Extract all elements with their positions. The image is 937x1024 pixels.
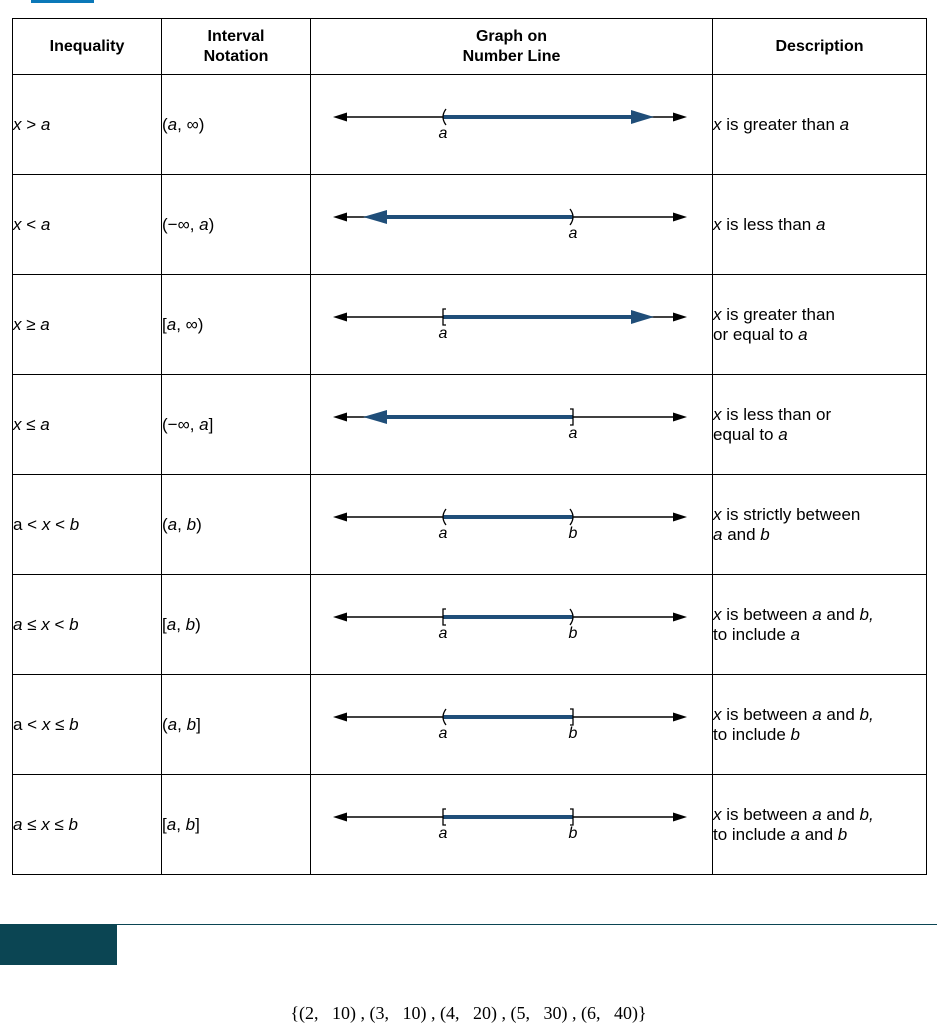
description-line	[713, 425, 926, 445]
math-token: >	[21, 114, 41, 134]
math-token: ≤	[21, 414, 41, 434]
description-line	[713, 505, 926, 525]
math-token: ,	[176, 814, 186, 834]
math-token: b	[760, 524, 770, 544]
number-line-graph	[331, 303, 691, 347]
inequality-cell	[13, 475, 162, 575]
math-token: a	[166, 614, 177, 634]
math-token: ,	[177, 714, 187, 734]
math-token: b	[186, 714, 197, 734]
number-line-label: a	[438, 325, 448, 342]
math-token: ≤	[49, 814, 69, 834]
math-token: b	[185, 814, 196, 834]
math-token: x	[13, 214, 22, 234]
math-token: , ∞)	[176, 314, 204, 334]
math-token: a	[40, 414, 50, 434]
header-interval-line-1: Interval	[207, 27, 265, 45]
inequality-table	[12, 18, 927, 875]
axis-left-arrow	[333, 813, 347, 822]
math-token: ≥	[21, 314, 41, 334]
axis-right-arrow	[673, 713, 687, 722]
example-section-rule	[117, 924, 937, 925]
header-description: Description	[713, 19, 927, 75]
math-token: a	[167, 514, 178, 534]
number-line-graph	[331, 203, 691, 247]
number-line-label: a	[438, 625, 448, 642]
math-token: <	[49, 614, 70, 634]
math-token: ≤	[50, 714, 70, 734]
math-token: [	[162, 614, 167, 634]
axis-right-arrow	[673, 213, 687, 222]
math-token: b,	[859, 604, 874, 624]
axis-left-arrow	[333, 313, 347, 322]
math-token: a	[812, 804, 822, 824]
ray-arrowhead	[363, 410, 387, 424]
math-token: a	[167, 714, 178, 734]
math-token: <	[50, 514, 70, 534]
math-token: <	[21, 214, 41, 234]
header-interval-notation	[162, 19, 311, 75]
math-token: b	[185, 614, 196, 634]
math-token: a	[199, 414, 209, 434]
math-token: a <	[13, 714, 42, 734]
math-token: to include	[713, 724, 791, 744]
number-line-label: b	[568, 525, 578, 542]
number-line-label: a	[568, 425, 578, 442]
math-token: a	[790, 624, 800, 644]
math-token: (	[162, 514, 168, 534]
description-cell	[713, 175, 927, 275]
table-row	[13, 75, 927, 175]
math-token: x	[713, 704, 722, 724]
math-token: x	[713, 214, 722, 234]
math-token: x	[13, 314, 22, 334]
math-token: , ∞)	[177, 114, 205, 134]
number-line-cell	[311, 75, 713, 175]
math-token: x	[713, 804, 722, 824]
math-token: x	[41, 714, 51, 734]
axis-right-arrow	[673, 513, 687, 522]
description-line	[713, 625, 926, 645]
axis-right-arrow	[673, 413, 687, 422]
math-token: a	[816, 214, 826, 234]
number-line-graph	[331, 703, 691, 747]
table-row	[13, 775, 927, 875]
number-line-cell	[311, 675, 713, 775]
math-token: a	[798, 324, 808, 344]
interval-notation-cell	[162, 75, 311, 175]
math-token: x	[713, 114, 722, 134]
math-token: b,	[859, 704, 874, 724]
interval-notation-cell	[162, 775, 311, 875]
axis-right-arrow	[673, 113, 687, 122]
math-token: a	[778, 424, 788, 444]
math-token: to include	[713, 824, 791, 844]
math-token: a	[713, 524, 723, 544]
axis-right-arrow	[673, 313, 687, 322]
math-token: a	[166, 314, 177, 334]
number-line-label: a	[438, 725, 448, 742]
math-token: (−∞,	[162, 414, 200, 434]
math-token: [	[162, 814, 167, 834]
axis-right-arrow	[673, 613, 687, 622]
inequality-cell	[13, 675, 162, 775]
math-token: ,	[177, 514, 187, 534]
axis-left-arrow	[333, 113, 347, 122]
math-token: is between	[721, 704, 813, 724]
table-row	[13, 675, 927, 775]
description-line	[713, 825, 926, 845]
math-token: b,	[859, 804, 874, 824]
header-graph	[311, 19, 713, 75]
math-token: is less than or	[721, 404, 832, 424]
interval-notation-cell	[162, 475, 311, 575]
table-row	[13, 375, 927, 475]
ray-arrowhead	[631, 110, 654, 124]
inequality-cell	[13, 775, 162, 875]
math-token: and	[799, 824, 838, 844]
math-token: (−∞,	[162, 214, 200, 234]
math-token: b	[69, 514, 80, 534]
math-token: a	[790, 824, 800, 844]
math-token: b	[69, 614, 79, 634]
header-inequality: Inequality	[13, 19, 162, 75]
description-line	[713, 805, 926, 825]
number-line-cell	[311, 475, 713, 575]
math-token: a	[40, 314, 50, 334]
description-line	[713, 115, 926, 135]
description-cell	[713, 275, 927, 375]
number-line-cell	[311, 575, 713, 675]
number-line-label: b	[568, 625, 578, 642]
math-token: b	[837, 824, 848, 844]
axis-left-arrow	[333, 513, 347, 522]
math-token: b	[790, 724, 800, 744]
description-cell	[713, 775, 927, 875]
math-token: and	[722, 524, 761, 544]
math-token: x	[41, 514, 51, 534]
axis-right-arrow	[673, 813, 687, 822]
math-token: is greater than	[721, 304, 835, 324]
description-cell	[713, 575, 927, 675]
math-token: b	[68, 814, 78, 834]
math-token: x	[713, 504, 722, 524]
inequality-cell	[13, 275, 162, 375]
ray-arrowhead	[631, 310, 654, 324]
math-token: ≤	[22, 814, 42, 834]
math-token: ]	[195, 814, 200, 834]
header-graph-line-1: Graph on	[475, 27, 548, 45]
math-token: a	[40, 114, 51, 134]
inequality-cell	[13, 375, 162, 475]
number-line-cell	[311, 175, 713, 275]
math-token: a	[40, 214, 51, 234]
math-token: is less than	[721, 214, 816, 234]
number-line-label: a	[438, 125, 448, 142]
axis-left-arrow	[333, 213, 347, 222]
math-token: [	[162, 314, 167, 334]
math-token: is between	[721, 804, 813, 824]
interval-notation-cell	[162, 175, 311, 275]
math-token: is strictly between	[721, 504, 861, 524]
number-line-label: a	[568, 225, 578, 242]
number-line-graph	[331, 403, 691, 447]
inequality-cell	[13, 575, 162, 675]
math-token: a	[13, 614, 23, 634]
math-token: x	[41, 614, 50, 634]
math-token: a <	[13, 514, 42, 534]
table-row	[13, 175, 927, 275]
number-line-graph	[331, 103, 691, 147]
description-cell	[713, 75, 927, 175]
math-token: x	[713, 604, 722, 624]
description-line	[713, 525, 926, 545]
axis-left-arrow	[333, 413, 347, 422]
math-token: x	[41, 814, 50, 834]
table-row	[13, 275, 927, 375]
math-token: )	[195, 614, 201, 634]
math-token: ]	[196, 714, 201, 734]
math-token: (	[162, 714, 168, 734]
math-token: x	[713, 404, 722, 424]
math-token: a	[199, 214, 209, 234]
math-token: )	[196, 514, 202, 534]
math-token: a	[839, 114, 850, 134]
header-interval-line-2: Notation	[203, 47, 269, 65]
description-line	[713, 405, 926, 425]
math-token: is greater than	[721, 114, 840, 134]
math-token: a	[812, 704, 822, 724]
math-token: x	[13, 414, 22, 434]
number-line-cell	[311, 775, 713, 875]
table-header-row	[13, 19, 927, 75]
math-token: a	[13, 814, 23, 834]
table-row	[13, 475, 927, 575]
interval-notation-cell	[162, 275, 311, 375]
description-line	[713, 605, 926, 625]
math-token: b	[69, 714, 79, 734]
number-line-cell	[311, 275, 713, 375]
number-line-cell	[311, 375, 713, 475]
number-line-graph	[331, 803, 691, 847]
header-graph-line-2: Number Line	[462, 47, 561, 65]
math-token: x	[713, 304, 722, 324]
number-line-graph	[331, 503, 691, 547]
number-line-graph	[331, 603, 691, 647]
description-cell	[713, 675, 927, 775]
math-token: or equal to	[713, 324, 799, 344]
axis-left-arrow	[333, 713, 347, 722]
interval-notation-cell	[162, 675, 311, 775]
math-token: to include	[713, 624, 791, 644]
example-section-tab	[0, 924, 117, 965]
math-token: ≤	[22, 614, 42, 634]
math-token: b	[186, 514, 197, 534]
description-cell	[713, 375, 927, 475]
number-line-label: b	[568, 725, 578, 742]
math-token: is between	[721, 604, 813, 624]
axis-left-arrow	[333, 613, 347, 622]
math-token: a	[812, 604, 822, 624]
math-token: x	[13, 114, 22, 134]
description-line	[713, 215, 926, 235]
math-token: and	[821, 704, 860, 724]
description-line	[713, 325, 926, 345]
inequality-cell	[13, 75, 162, 175]
description-line	[713, 725, 926, 745]
top-rule	[31, 0, 94, 3]
ordered-pairs-set: {(2, 10) , (3, 10) , (4, 20) , (5, 30) , (6, 40)}	[290, 1003, 647, 1023]
math-token: ]	[208, 414, 214, 434]
math-token: ,	[176, 614, 186, 634]
table-row	[13, 575, 927, 675]
math-token: )	[208, 214, 215, 234]
number-line-label: a	[438, 825, 448, 842]
math-token: and	[821, 804, 860, 824]
description-line	[713, 305, 926, 325]
interval-notation-cell	[162, 575, 311, 675]
table-body	[13, 75, 927, 875]
description-cell	[713, 475, 927, 575]
math-token: (	[162, 114, 168, 134]
inequality-cell	[13, 175, 162, 275]
math-token: a	[166, 814, 177, 834]
number-line-label: a	[438, 525, 448, 542]
math-token: a	[167, 114, 178, 134]
number-line-label: b	[568, 825, 578, 842]
description-line	[713, 705, 926, 725]
math-token: equal to	[713, 424, 779, 444]
ray-arrowhead	[363, 210, 387, 224]
interval-notation-cell	[162, 375, 311, 475]
math-token: and	[821, 604, 860, 624]
